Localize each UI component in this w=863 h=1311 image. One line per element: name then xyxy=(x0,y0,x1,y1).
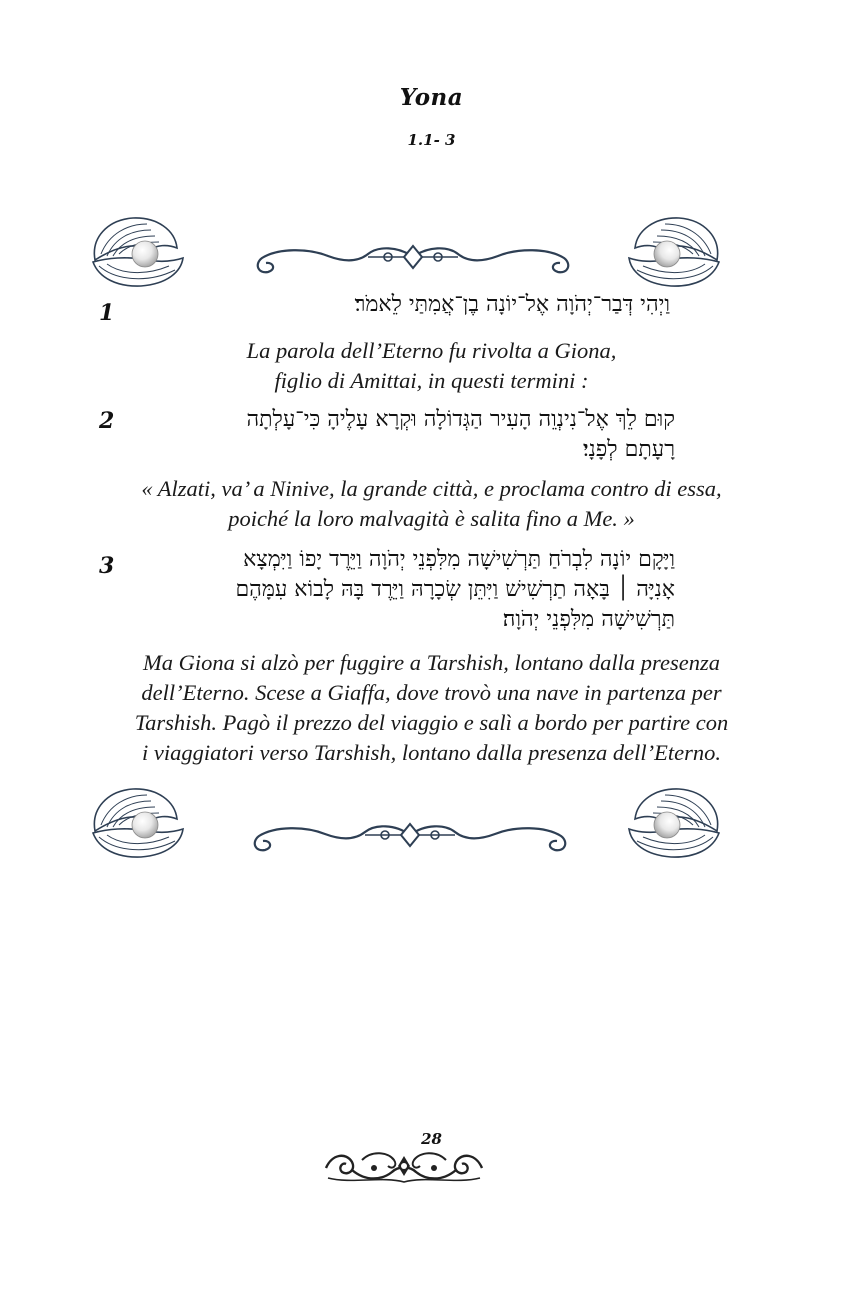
pearl-shell-icon xyxy=(87,212,187,292)
hebrew-line: תַּרְשִׁישָׁה מִלִּפְנֵי יְהֹוָה׃ xyxy=(502,607,675,632)
translation-line: Ma Giona si alzò per fuggire a Tarshish, lontano dalla presenza xyxy=(143,650,720,675)
italian-translation xyxy=(100,648,763,768)
verse-number: 2 xyxy=(99,408,115,434)
book-title: Yona xyxy=(399,84,464,111)
pearl-shell-icon xyxy=(87,783,187,863)
hebrew-verse: וַיְהִי דְּבַר־יְהֹוָה אֶל־יוֹנָה בֶן־אֲמִתַּי לֵאמֹר׃ xyxy=(354,292,670,317)
verse-number: 3 xyxy=(99,553,115,579)
hebrew-line: אָנִיָּה ׀ בָּאָה תַרְשִׁישׁ וַיִּתֵּן שְׂכָרָהּ וַיֵּרֶד בָּהּ לָבוֹא עִמָּהֶם xyxy=(235,577,675,602)
translation-line: dell’Eterno. Scese a Giaffa, dove trovò una nave in partenza per xyxy=(141,680,722,705)
hebrew-verse xyxy=(140,545,675,635)
translation-line: Tarshish. Pagò il prezzo del viaggio e salì a bordo per partire con xyxy=(134,710,729,735)
italian-translation xyxy=(100,474,763,534)
pearl-shell-icon xyxy=(625,783,725,863)
hebrew-verse xyxy=(140,405,675,465)
translation-line: La parola dell’Eterno fu rivolta a Giona, xyxy=(246,338,617,363)
hebrew-line: וַיָּקָם יוֹנָה לִבְרֹחַ תַּרְשִׁישָׁה מִלִּפְנֵי יְהֹוָה וַיֵּרֶד יָפוֹ וַיִּמְצָא xyxy=(243,547,675,572)
pearl-shell-icon xyxy=(625,212,725,292)
italian-translation xyxy=(100,336,763,396)
baroque-ornament-icon xyxy=(322,1146,486,1186)
hebrew-line: קוּם לֵךְ אֶל־נִינְוֵה הָעִיר הַגְּדוֹלָה וּקְרָא עָלֶיהָ כִּי־עָלְתָה xyxy=(246,407,675,432)
scroll-flourish-icon xyxy=(245,810,575,860)
translation-line: i viaggiatori verso Tarshish, lontano dalla presenza dell’Eterno. xyxy=(142,740,721,765)
translation-line: « Alzati, va’ a Ninive, la grande città, e proclama contro di essa, xyxy=(141,476,722,501)
verse-number: 1 xyxy=(99,300,115,326)
page-number: 28 xyxy=(421,1130,442,1148)
hebrew-line: רָעָתָם לְפָנָי׃ xyxy=(582,437,675,462)
translation-line: figlio di Amittai, in questi termini : xyxy=(274,368,589,393)
scroll-flourish-icon xyxy=(248,232,578,282)
translation-line: poiché la loro malvagità è salita fino a Me. » xyxy=(228,506,635,531)
chapter-reference: 1.1- 3 xyxy=(407,131,456,149)
